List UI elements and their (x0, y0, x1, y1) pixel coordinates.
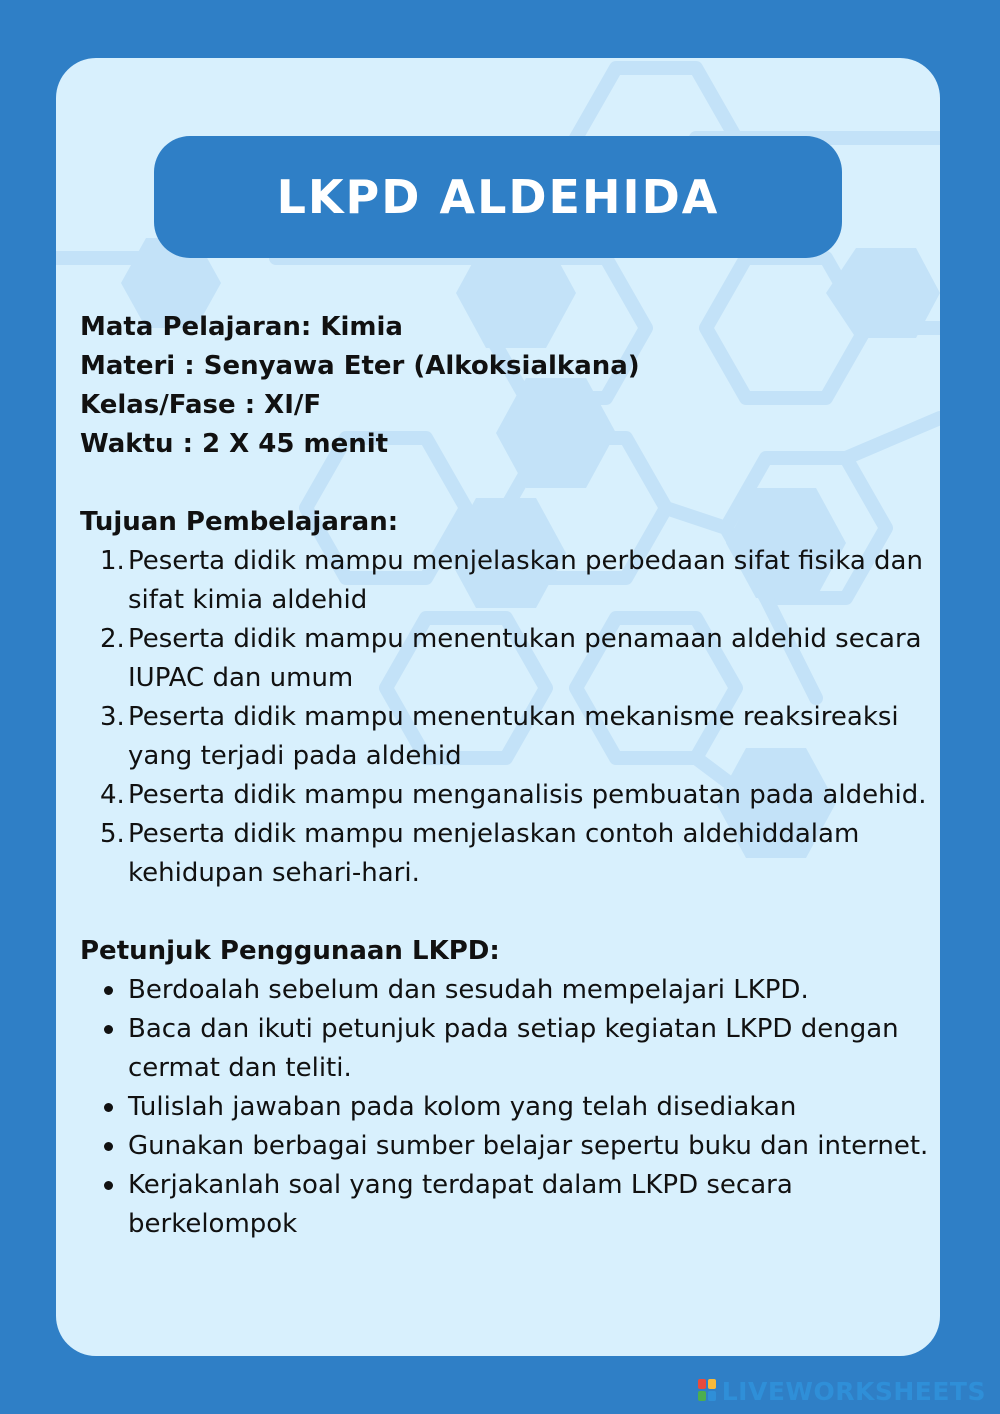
title-banner (154, 136, 842, 258)
instruction-item (80, 1166, 940, 1244)
material-line: Materi : Senyawa Eter (Alkoksialkana) (80, 351, 640, 381)
page-title: LKPD ALDEHIDA (276, 170, 720, 224)
instruction-item (80, 1010, 940, 1088)
objective-text: Peserta didik mampu menentukan mekanisme reaksireaksi yang terjadi pada aldehid (128, 702, 899, 771)
objective-text: Peserta didik mampu menjelaskan perbedaan sifat fisika dan sifat kimia aldehid (128, 546, 923, 615)
instructions-list (80, 971, 940, 1244)
objective-text: Peserta didik mampu menganalisis pembuatan pada aldehid. (128, 780, 927, 810)
instruction-text: Gunakan berbagai sumber belajar sepertu buku dan internet. (128, 1131, 929, 1161)
objective-number: 1. (100, 546, 125, 576)
objective-text: Peserta didik mampu menentukan penamaan aldehid secara IUPAC dan umum (128, 624, 922, 693)
brand-name: LIVEWORKSHEETS (721, 1376, 986, 1406)
subject-line: Mata Pelajaran: Kimia (80, 312, 403, 342)
objective-item (80, 815, 940, 893)
bullet-icon (104, 1025, 113, 1034)
worksheet-content (80, 308, 940, 1244)
liveworksheets-logo-icon (698, 1379, 718, 1403)
objective-number: 3. (100, 702, 125, 732)
class-line: Kelas/Fase : XI/F (80, 390, 322, 420)
worksheet-card (56, 58, 940, 1356)
liveworksheets-brand[interactable] (698, 1376, 986, 1406)
bullet-icon (104, 986, 113, 995)
objectives-heading: Tujuan Pembelajaran: (80, 507, 399, 537)
instruction-text: Tulislah jawaban pada kolom yang telah disediakan (128, 1092, 797, 1122)
instructions-heading: Petunjuk Penggunaan LKPD: (80, 936, 500, 966)
instruction-text: Kerjakanlah soal yang terdapat dalam LKPD secara berkelompok (128, 1170, 793, 1239)
time-line: Waktu : 2 X 45 menit (80, 429, 389, 459)
bullet-icon (104, 1181, 113, 1190)
objective-item (80, 698, 940, 776)
instruction-item (80, 1127, 940, 1166)
objective-item (80, 542, 940, 620)
instruction-item (80, 971, 940, 1010)
instruction-item (80, 1088, 940, 1127)
objective-number: 2. (100, 624, 125, 654)
objective-item (80, 620, 940, 698)
objective-item (80, 776, 940, 815)
objective-text: Peserta didik mampu menjelaskan contoh aldehiddalam kehidupan sehari-hari. (128, 819, 860, 888)
bullet-icon (104, 1103, 113, 1112)
objectives-list (80, 542, 940, 893)
objective-number: 5. (100, 819, 125, 849)
instruction-text: Berdoalah sebelum dan sesudah mempelajari LKPD. (128, 975, 809, 1005)
objective-number: 4. (100, 780, 125, 810)
bullet-icon (104, 1142, 113, 1151)
instruction-text: Baca dan ikuti petunjuk pada setiap kegiatan LKPD dengan cermat dan teliti. (128, 1014, 899, 1083)
